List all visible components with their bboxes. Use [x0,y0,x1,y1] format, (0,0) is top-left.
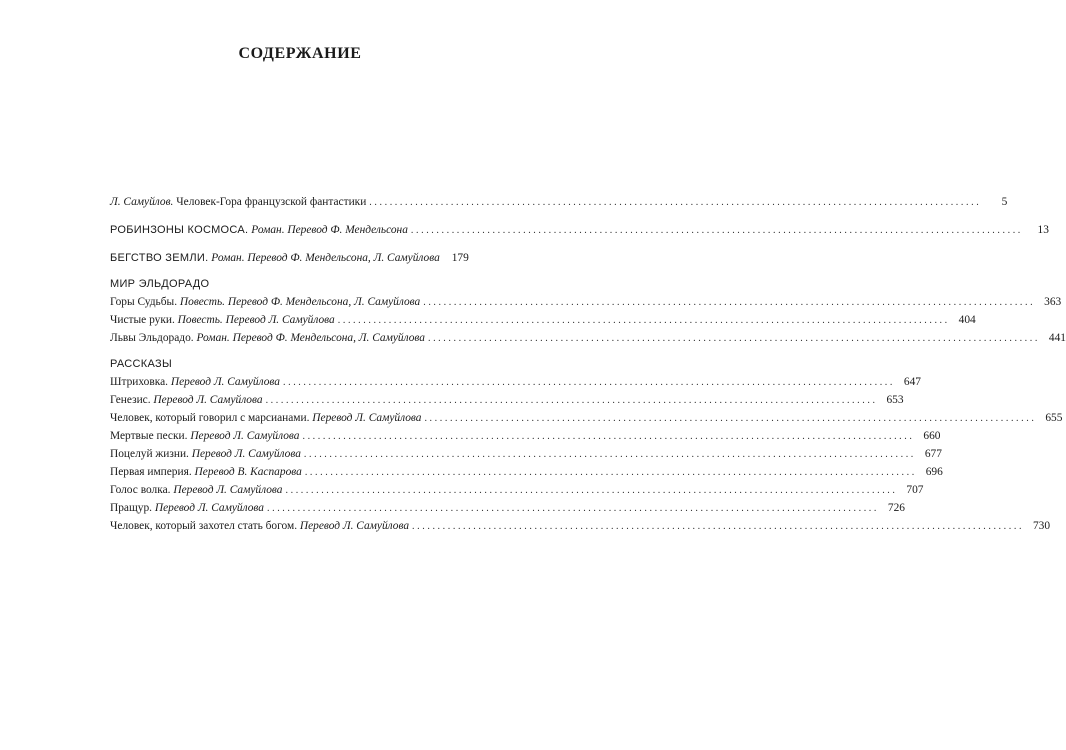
entry-description: Перевод В. Каспарова [191,466,302,478]
entry-description: Перевод Л. Самуйлова [297,520,410,532]
entry-title: Штриховка. [110,376,168,388]
entry-page-number: 441 [1048,332,1066,344]
toc-entry-intro [110,193,1008,211]
toc-entry-eldorado-1 [110,311,976,329]
toc-entry-eldorado-0 [110,293,1062,311]
entry-title: Человек-Гора французской фантастики [173,196,367,208]
entry-title: Человек, который захотел стать богом. [110,520,298,532]
entry-title: Поцелуй жизни. [110,448,189,460]
entry-description: Роман. Перевод Ф. Мендельсона, Л. Самуйлова [193,332,425,344]
entry-text [110,221,411,239]
leader-dots: ........................................................................................................................ [302,431,915,442]
toc-entry-eldorado-2 [110,329,1066,347]
entry-page-number: 653 [886,394,904,406]
entry-page-number: 677 [924,448,942,460]
entry-page-number: 13 [1037,224,1049,236]
entry-title: Человек, который говорил с марсианами. [110,412,310,424]
entry-text [110,249,443,267]
entry-description: Перевод Л. Самуйлова [188,448,301,460]
leader-dots: ........................................................................................................................ [410,225,1023,236]
leader-dots: ........................................................................................................................ [424,413,1037,424]
entry-page-number: 363 [1044,296,1062,308]
leader-dots: ........................................................................................................................ [427,333,1040,344]
entry-text [110,481,286,499]
entry-description: Перевод Л. Самуйлова [168,376,280,388]
leader-dots: ........................................................................................................................ [303,449,916,460]
entry-page-number: 647 [903,376,921,388]
entry-text [110,391,266,409]
entry-title: Львы Эльдорадо. [110,332,194,344]
table-of-contents [110,193,1066,535]
entry-description: Роман. Перевод Ф. Мендельсона, Л. Самуйлова [208,252,440,264]
entry-page-number: 660 [923,430,941,442]
entry-text [110,445,304,463]
entry-text [110,293,423,311]
toc-entry-story-0 [110,373,921,391]
toc-entry-story-5 [110,463,943,481]
section-heading-eldorado: МИР ЭЛЬДОРАДО [110,278,210,290]
entry-description: Перевод Л. Самуйлова [187,430,300,442]
entry-page-number: 179 [451,252,469,264]
toc-entry-story-1 [110,391,904,409]
leader-dots: ........................................................................................................................ [412,521,1025,532]
leader-dots: ........................................................................................................................ [304,467,917,478]
toc-entry-story-7 [110,499,905,517]
entry-title: Горы Судьбы. [110,296,178,308]
entry-description: Роман. Перевод Ф. Мендельсона [248,224,408,236]
entry-page-number: 707 [906,484,924,496]
leader-dots: ........................................................................................................................ [285,485,898,496]
entry-page-number: 726 [887,502,905,514]
entry-description: Перевод Л. Самуйлова [309,412,422,424]
entry-description: Перевод Л. Самуйлова [150,394,263,406]
entry-text [110,193,369,211]
entry-description: Перевод Л. Самуйлова [152,502,264,514]
entry-text [110,373,283,391]
leader-dots: ........................................................................................................................ [423,297,1036,308]
entry-text [110,517,412,535]
toc-entry-story-2 [110,409,1063,427]
leader-dots: ........................................................................................................................ [267,503,879,514]
leader-dots: ........................................................................................................................ [369,197,982,208]
entry-text [110,329,428,347]
entry-author: Л. Самуйлов. [110,196,174,208]
entry-page-number: 730 [1032,520,1051,532]
toc-entry-story-3 [110,427,941,445]
leader-dots: ........................................................................................................................ [265,395,878,406]
entry-description: Перевод Л. Самуйлова [170,484,283,496]
entry-text [110,427,302,445]
leader-dots: ........................................................................................................................ [283,377,895,388]
entry-page-number: 696 [925,466,943,478]
entry-description: Повесть. Перевод Л. Самуйлова [174,314,335,326]
entry-page-number: 404 [958,314,976,326]
entry-title: Первая империя. [110,466,192,478]
entry-page-number: 655 [1045,412,1063,424]
toc-entry-story-4 [110,445,942,463]
entry-text [110,311,338,329]
entry-title: БЕГСТВО ЗЕМЛИ. [110,252,209,264]
entry-title: РОБИНЗОНЫ КОСМОСА. [110,224,249,236]
page-title: СОДЕРЖАНИЕ [238,45,362,62]
entry-text [110,499,267,517]
entry-title: Голос волка. [110,484,171,496]
entry-title: Пращур. [110,502,152,514]
entry-title: Мертвые пески. [110,430,188,442]
entry-text [110,409,424,427]
entry-text [110,463,305,481]
leader-dots: ........................................................................................................................ [337,315,950,326]
toc-entry-story-8 [110,517,1051,535]
section-heading-stories: РАССКАЗЫ [110,358,172,370]
toc-entry-flight [110,249,469,267]
toc-entry-story-6 [110,481,924,499]
toc-entry-robinsons [110,221,1049,239]
entry-title: Генезис. [110,394,151,406]
entry-description: Повесть. Перевод Ф. Мендельсона, Л. Самуйлова [177,296,421,308]
entry-title: Чистые руки. [110,314,175,326]
entry-page-number: 5 [1001,196,1008,208]
